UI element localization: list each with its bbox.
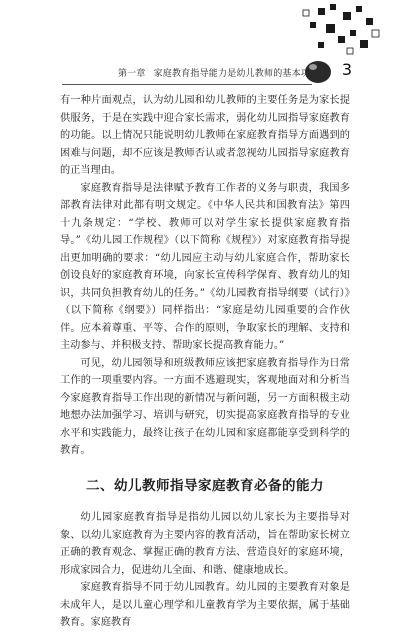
paragraph: 家庭教育指导是法律赋予教育工作者的义务与职责，我国多部教育法律对此都有明文规定。《中华人民共和国教育法》第四十九条规定：“学校、教师可以对学生家长提供家庭教育指导。”《幼儿园工作规程》（以下简称《规程》）对家庭教育指导提出更加明确的要求：“幼儿园应主动与幼儿家庭合作，帮助家长创设良好的家庭教育环境，向家长宣传科学保育、教育幼儿的知识，共同负担教育幼儿的任务。”《幼儿园教育指导纲要（试行）》（以下简称《纲要》）同样指出：“家庭是幼儿园重要的合作伙伴。应本着尊重、平等、合作的原则，争取家长的理解、支持和主动参与、并积极支持、帮助家长提高教育能力。” (60, 182, 350, 351)
page-body (60, 92, 350, 632)
running-header (118, 66, 310, 79)
page-header (0, 0, 400, 92)
chapter-label: 第一章 (117, 69, 146, 79)
section-heading: 二、幼儿教师指导家庭教育必备的能力 (86, 477, 324, 494)
paragraph: 有一种片面观点，认为幼儿园和幼儿教师的主要任务是为家长提供服务，于是在实践中迎合家长需求，弱化幼儿园指导家庭教育的功能。以上情况只能说明幼儿教师在家庭教育指导方面遇到的困难与问题，却不应该是教师否认或者忽视幼儿园指导家庭教育的正当理由。 (60, 95, 350, 176)
paragraph: 家庭教育指导不同于幼儿园教育。幼儿园的主要教育对象是未成年人，是以儿童心理学和儿童教育学为主要依据，属于基础教育。家庭教育 (60, 582, 350, 628)
chapter-title: 家庭教育指导能力是幼儿教师的基本功 (153, 69, 310, 79)
paragraph: 可见，幼儿园领导和班级教师应该把家庭教育指导作为日常工作的一项重要内容。一方面不逃避现实，客观地面对和分析当今家庭教育指导工作出现的新情况与新问题，另一方面积极主动地想办法加强学习、培训与研究，切实提高家庭教育指导的专业水平和实践能力，最终让孩子在幼儿园和家庭都能享受到科学的教育。 (60, 357, 350, 456)
paragraph: 幼儿园家庭教育指导是指幼儿园以幼儿家长为主要指导对象、以幼儿家庭教育为主要内容的教育活动，旨在帮助家长树立正确的教育观念、掌握正确的教育方法、营造良好的家庭环境，形成家园合力，促进幼儿全面、和谐、健康地成长。 (60, 512, 350, 576)
page-number: 3 (341, 60, 352, 79)
header-rule (62, 84, 312, 85)
